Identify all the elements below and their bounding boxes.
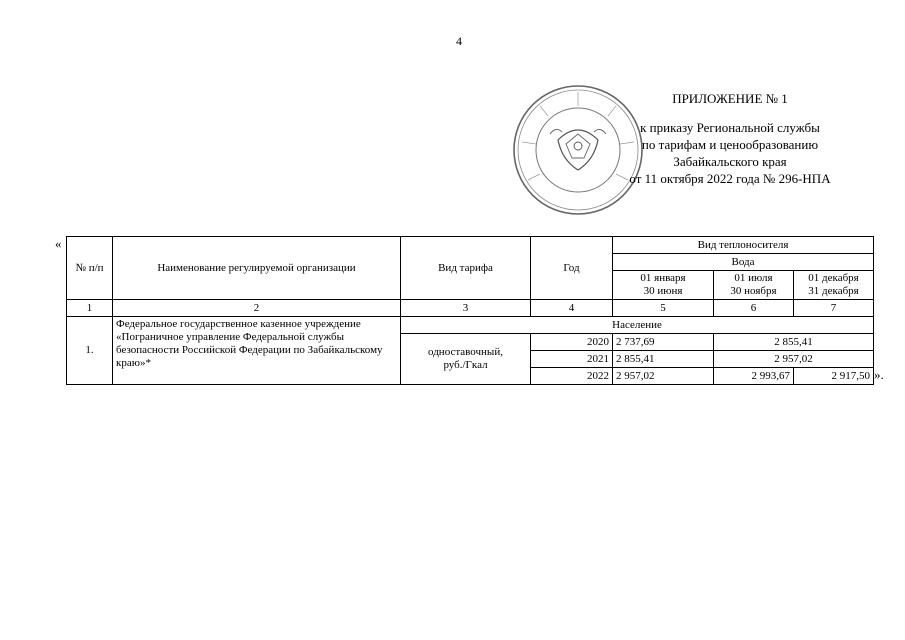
tariff-value: 2 737,69 bbox=[613, 334, 714, 351]
header-tariff-type: Вид тарифа bbox=[401, 237, 531, 300]
appendix-line: от 11 октября 2022 года № 296-НПА bbox=[629, 171, 831, 186]
header-period-1 bbox=[613, 271, 714, 300]
header-period-3 bbox=[794, 271, 874, 300]
period-end: 31 декабря bbox=[808, 285, 859, 297]
column-number: 2 bbox=[113, 300, 401, 317]
page-number: 4 bbox=[456, 34, 462, 48]
year-cell: 2020 bbox=[531, 334, 613, 351]
header-water: Вода bbox=[613, 254, 874, 271]
tariff-type-line: одноставочный, bbox=[428, 346, 503, 358]
period-start: 01 января bbox=[640, 272, 686, 284]
header-year: Год bbox=[531, 237, 613, 300]
column-number: 4 bbox=[531, 300, 613, 317]
period-end: 30 ноября bbox=[730, 285, 777, 297]
header-num: № п/п bbox=[67, 237, 113, 300]
period-start: 01 декабря bbox=[808, 272, 859, 284]
opening-quote: « bbox=[55, 236, 62, 251]
consumer-group: Население bbox=[401, 317, 874, 334]
appendix-heading bbox=[610, 90, 850, 187]
tariff-type bbox=[401, 334, 531, 385]
column-number: 3 bbox=[401, 300, 531, 317]
period-start: 01 июля bbox=[734, 272, 773, 284]
tariff-value: 2 917,50 bbox=[794, 368, 874, 385]
year-cell: 2021 bbox=[531, 351, 613, 368]
tariff-type-line: руб./Гкал bbox=[443, 359, 488, 371]
header-org: Наименование регулируемой организации bbox=[113, 237, 401, 300]
tariff-value: 2 957,02 bbox=[613, 368, 714, 385]
header-row bbox=[67, 237, 874, 254]
tariff-table bbox=[66, 236, 874, 385]
appendix-title: ПРИЛОЖЕНИЕ № 1 bbox=[672, 91, 788, 106]
tariff-value: 2 993,67 bbox=[714, 368, 794, 385]
column-number: 6 bbox=[714, 300, 794, 317]
appendix-line: по тарифам и ценообразованию bbox=[641, 137, 819, 152]
organization-name: Федеральное государственное казенное учреждение «Пограничное управление Федеральной службы безопасности Российской Федерации по Забайкальскому краю»* bbox=[113, 317, 401, 385]
year-cell: 2022 bbox=[531, 368, 613, 385]
tariff-value: 2 855,41 bbox=[714, 334, 874, 351]
header-period-2 bbox=[714, 271, 794, 300]
tariff-value: 2 855,41 bbox=[613, 351, 714, 368]
period-end: 30 июня bbox=[643, 285, 683, 297]
column-numbers-row bbox=[67, 300, 874, 317]
appendix-line: Забайкальского края bbox=[673, 154, 787, 169]
appendix-line: к приказу Региональной службы bbox=[640, 120, 820, 135]
table-row bbox=[67, 317, 874, 334]
closing-quote: ». bbox=[874, 367, 884, 382]
column-number: 7 bbox=[794, 300, 874, 317]
tariff-value: 2 957,02 bbox=[714, 351, 874, 368]
header-carrier: Вид теплоносителя bbox=[613, 237, 874, 254]
row-number: 1. bbox=[67, 317, 113, 385]
column-number: 5 bbox=[613, 300, 714, 317]
column-number: 1 bbox=[67, 300, 113, 317]
